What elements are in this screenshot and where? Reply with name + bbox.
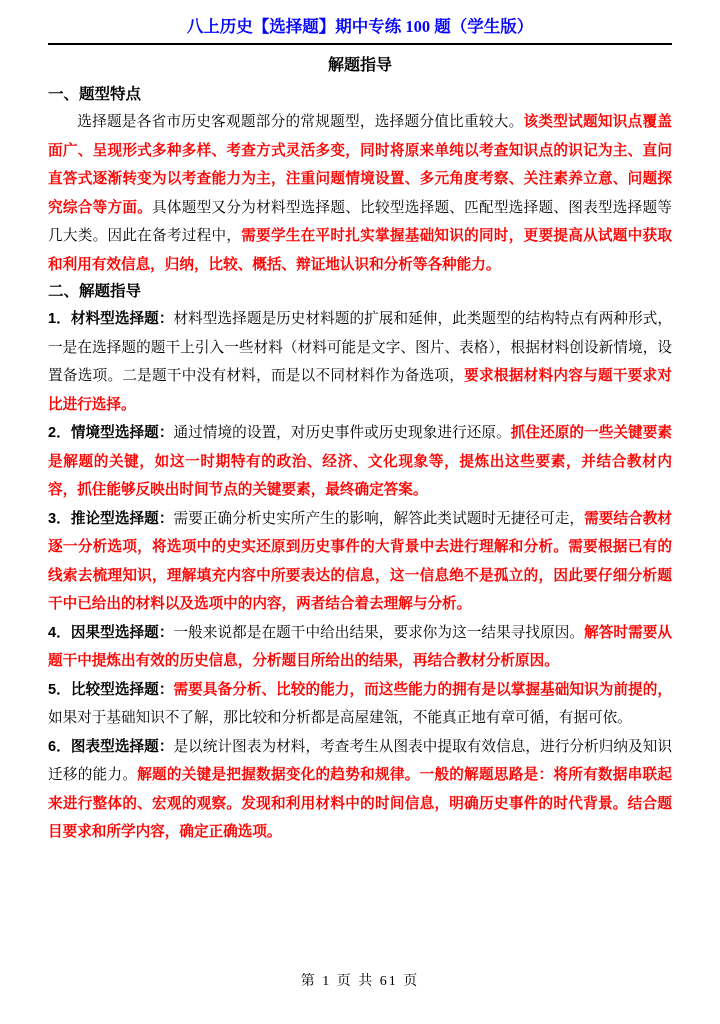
text-segment-normal: 具体题型又分为材料型选择题、比较型选择题、匹配型选择题、图表型选择题等几大类。因此在备考过程中， — [48, 199, 672, 244]
text-segment-red: 需要具备分析、比较的能力，而这些能力的拥有是以掌握基础知识为前提的， — [173, 681, 672, 698]
page-number-footer: 第 1 页 共 61 页 — [300, 974, 420, 989]
guide-item-4 — [48, 619, 672, 676]
text-segment-red: 要求根据材料内容与题干要求对比进行选择。 — [48, 368, 672, 413]
text-segment-label: 2．情境型选择题： — [48, 425, 174, 441]
text-segment-red: 该类型试题知识点覆盖面广、呈现形式多种多样、考查方式灵活多变，同时将原来单纯以考查知识点的识记为主、直问直答式逐渐转变为以考查能力为主，注重问题情境设置、多元角度考察、关注素养立意、问题探究综合等方面。 — [48, 114, 672, 216]
text-segment-normal: 通过情境的设置，对历史事件或历史现象进行还原。 — [173, 425, 511, 441]
text-segment-normal: 材料型选择题是历史材料题的扩展和延伸，此类题型的结构特点有两种形式，一是在选择题的题干上引入一些材料（材料可能是文字、图片、表格），根据材料创设新情境，设置备选项。二是题干中没有材料，而是以不同材料作为备选项， — [48, 311, 672, 384]
text-segment-label: 6．图表型选择题： — [48, 738, 174, 755]
guide-item-1 — [48, 305, 672, 419]
page-header — [48, 16, 672, 45]
section-2-heading: 二、解题指导 — [48, 283, 142, 300]
page-title: 解题指导 — [327, 57, 392, 74]
text-segment-red: 需要结合教材逐一分析选项，将选项中的史实还原到历史事件的大背景中去进行理解和分析。需要根据已有的线索去梳理知识，理解填充内容中所要表达的信息，这一信息绝不是孤立的，因此要仔细分析题干中已给出的材料以及选项中的内容，两者结合着去理解与分析。 — [48, 510, 672, 612]
guide-item-6 — [48, 733, 672, 847]
text-segment-red: 需要学生在平时扎实掌握基础知识的同时，更要提高从试题中获取和利用有效信息，归纳，比较、概括、辩证地认识和分析等各种能力。 — [48, 228, 672, 273]
text-segment-red: 解答时需要从题干中提炼出有效的历史信息，分析题目所给出的结果，再结合教材分析原因。 — [48, 624, 672, 669]
guide-item-2 — [48, 419, 672, 505]
text-segment-red: 解题的关键是把握数据变化的趋势和规律。一般的解题思路是：将所有数据串联起来进行整体的、宏观的观察。发现和利用材料中的时间信息，明确历史事件的时代背景。结合题目要求和所学内容，确定正确选项。 — [48, 767, 672, 840]
text-segment-normal: 选择题是各省市历史客观题部分的常规题型，选择题分值比重较大。 — [77, 114, 524, 130]
text-segment-normal: 需要正确分析史实所产生的影响，解答此类试题时无捷径可走， — [173, 510, 585, 527]
document-header-title: 八上历史【选择题】期中专练 100 题（学生版） — [186, 17, 534, 36]
guide-item-3 — [48, 505, 672, 619]
text-segment-normal: 是以统计图表为材料，考查考生从图表中提取有效信息，进行分析归纳及知识迁移的能力。 — [48, 738, 672, 783]
text-segment-red: 抓住还原的一些关键要素是解题的关键，如这一时期特有的政治、经济、文化现象等，提炼出这些要素，并结合教材内容，抓住能够反映出时间节点的关键要素，最终确定答案。 — [48, 425, 672, 498]
section-1-heading: 一、题型特点 — [48, 86, 142, 103]
text-segment-label: 4．因果型选择题： — [48, 624, 174, 641]
text-segment-label: 1．材料型选择题： — [48, 311, 174, 327]
text-segment-normal: 如果对于基础知识不了解，那比较和分析都是高屋建瓴，不能真正地有章可循，有据可依。 — [48, 710, 632, 726]
text-segment-label: 5．比较型选择题： — [48, 681, 174, 698]
guide-item-5 — [48, 676, 672, 733]
section-1-paragraph — [48, 108, 672, 279]
text-segment-normal: 一般来说都是在题干中给出结果，要求你为这一结果寻找原因。 — [173, 624, 585, 641]
text-segment-label: 3．推论型选择题： — [48, 510, 174, 527]
